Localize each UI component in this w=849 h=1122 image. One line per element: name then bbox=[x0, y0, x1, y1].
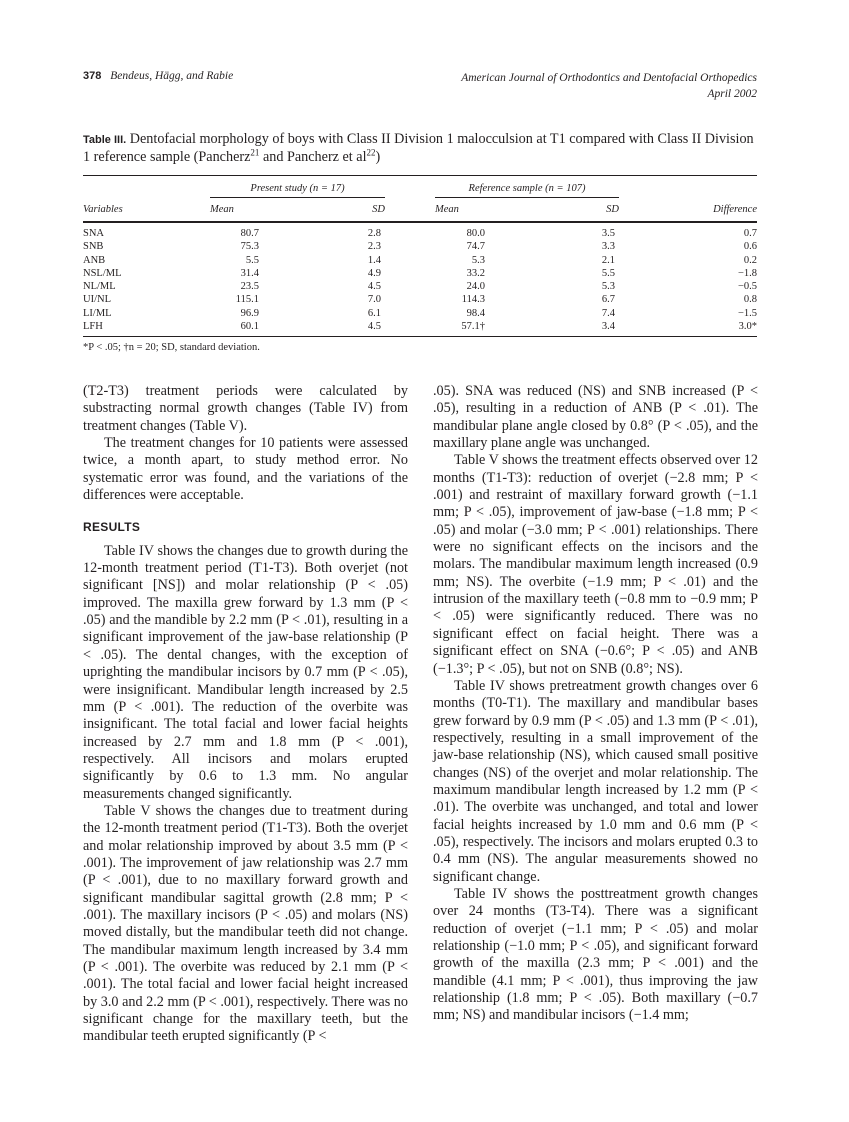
cell-value: 5.3 bbox=[471, 254, 485, 266]
spacer-cell bbox=[385, 320, 435, 337]
table-row bbox=[83, 293, 757, 306]
cell-value: 6.7 bbox=[601, 294, 615, 306]
table-body bbox=[83, 222, 757, 337]
authors: Bendeus, Hägg, and Rabie bbox=[110, 70, 234, 82]
cell-value: 5.3 bbox=[601, 281, 615, 293]
cell-value: 5.5 bbox=[245, 254, 259, 266]
cell-variable: UI/NL bbox=[83, 294, 111, 306]
right-column bbox=[433, 383, 758, 1025]
cell-value: 7.4 bbox=[601, 307, 615, 319]
cell-value: 0.7 bbox=[743, 228, 757, 239]
table-row bbox=[83, 254, 757, 267]
cell-value: 80.7 bbox=[240, 228, 259, 239]
cell-value: 3.4 bbox=[601, 321, 615, 333]
cell-value: 3.0* bbox=[738, 321, 757, 333]
body-paragraph: The treatment changes for 10 patients were assessed twice, a month apart, to study method error. No systematic error was found, and the variations of the differences were acceptable. bbox=[83, 435, 408, 504]
col-header-sd: SD bbox=[573, 198, 619, 223]
spacer-cell bbox=[385, 240, 435, 253]
cell-value: 23.5 bbox=[240, 281, 259, 293]
citation-ref: 22 bbox=[366, 147, 376, 158]
cell-value: 57.1† bbox=[461, 321, 485, 333]
cell-value: −0.5 bbox=[737, 281, 757, 293]
cell-value: 114.3 bbox=[461, 294, 485, 306]
column-header-row bbox=[83, 198, 757, 223]
cell-variable: LFH bbox=[83, 321, 103, 333]
col-header-mean: Mean bbox=[435, 198, 573, 223]
cell-value: 98.4 bbox=[466, 307, 485, 319]
caption-text: and Pancherz et al bbox=[259, 149, 367, 165]
group-header-reference-sample: Reference sample (n = 107) bbox=[435, 176, 619, 198]
cell-value: 2.3 bbox=[367, 241, 381, 253]
table-footnote: *P < .05; †n = 20; SD, standard deviation. bbox=[83, 342, 260, 354]
cell-variable: NSL/ML bbox=[83, 267, 122, 279]
cell-value: 74.7 bbox=[466, 241, 485, 253]
col-header-variables: Variables bbox=[83, 198, 210, 223]
cell-value: 33.2 bbox=[466, 267, 485, 279]
left-column bbox=[83, 383, 408, 1046]
cell-variable: ANB bbox=[83, 254, 106, 266]
cell-value: 2.8 bbox=[367, 228, 381, 239]
cell-variable: SNB bbox=[83, 241, 104, 253]
table-row bbox=[83, 307, 757, 320]
cell-value: 4.5 bbox=[367, 281, 381, 293]
col-header-difference: Difference bbox=[619, 198, 757, 223]
caption-text: Dentofacial morphology of boys with Class II Division 1 malocculsion at T1 compared with Class II Division 1 reference sample (Pancherz bbox=[83, 131, 754, 165]
cell-value: 2.1 bbox=[601, 254, 615, 266]
cell-value: 0.2 bbox=[743, 254, 757, 266]
body-paragraph: Table IV shows pretreatment growth changes over 6 months (T0-T1). The maxillary and mandibular bases grew forward by 0.9 mm (P < .05) and 1.3 mm (P < .01), respectively, resulting in a small improvement of the jaw-base relationship (NS), which caused small positive changes (NS) of the overjet and molar relationship. The maximum mandibular length increased by 1.2 mm (P < .01). The overbite was unchanged, and total and lower facial heights increased by 1.0 mm and 0.6 mm (P < .05), respectively. The incisors and molars erupted 0.3 to 0.4 mm (NS). The angular measurements showed no significant change. bbox=[433, 677, 758, 885]
issue-date: April 2002 bbox=[707, 88, 757, 100]
data-table bbox=[83, 175, 757, 337]
spacer-cell bbox=[385, 222, 435, 240]
table-row bbox=[83, 267, 757, 280]
cell-value: −1.8 bbox=[737, 267, 757, 279]
cell-value: 115.1 bbox=[235, 294, 259, 306]
spacer-cell bbox=[385, 293, 435, 306]
cell-value: 5.5 bbox=[601, 267, 615, 279]
group-header-present-study: Present study (n = 17) bbox=[210, 176, 385, 198]
body-paragraph: (T2-T3) treatment periods were calculated by substracting normal growth changes (Table IV) from treatment changes (Table V). bbox=[83, 383, 408, 434]
body-paragraph: .05). SNA was reduced (NS) and SNB increased (P < .05), resulting in a reduction of ANB (P < .01). The mandibular plane angle closed by 0.8° (P < .05), and the maxillary plane angle was unchanged. bbox=[433, 383, 758, 452]
table-row bbox=[83, 280, 757, 293]
group-header-row bbox=[83, 176, 757, 198]
cell-value: 75.3 bbox=[240, 241, 259, 253]
body-paragraph: Table V shows the treatment effects observed over 12 months (T1-T3): reduction of overjet (−2.8 mm; P < .001) and restraint of maxillary forward growth (−1.1 mm; P < .05), improvement of jaw-base (−1.8 mm; P < .05) and molar (−3.0 mm; P < .001) relationships. There were no significant effects on the incisors and the molars. The mandibular maximum length increased (0.9 mm; NS). The overbite (−1.9 mm; P < .01) and the intrusion of the maxillary teeth (−0.8 mm to −0.9 mm; P < .05) were significantly reduced. There was no significant effect on facial height. There was a significant effect on SNA (−0.6°; P < .05) and ANB (−1.3°; P < .05), but not on SNB (0.8°; NS). bbox=[433, 452, 758, 677]
table-caption bbox=[83, 131, 757, 166]
table-iii bbox=[83, 131, 757, 353]
cell-value: 6.1 bbox=[367, 307, 381, 319]
body-paragraph: Table IV shows the posttreatment growth changes over 24 months (T3-T4). There was a significant reduction of overjet (−1.1 mm; P < .05) and molar relationship (−1.0 mm; P < .05), and significant forward growth of the maxilla (2.3 mm; P < .001) and the mandible (4.1 mm; P < .001), thus improving the jaw relationship (1.8 mm; P < .05). Both maxillary (−0.7 mm; NS) and mandibular incisors (−1.4 mm; bbox=[433, 885, 758, 1024]
col-header-sd: SD bbox=[347, 198, 385, 223]
page-number: 378 bbox=[83, 70, 102, 82]
citation-ref: 21 bbox=[250, 147, 260, 158]
body-paragraph: Table V shows the changes due to treatment during the 12-month treatment period (T1-T3). Both the overjet and molar relationship improved by about 3.5 mm (P < .001). The improvement of jaw relationship was 2.7 mm (P < .001), due to no maxillary forward growth and significant mandibular sagittal growth (2.8 mm; P < .001). The maxillary incisors (P < .05) and molars (NS) moved distally, but the mandibular teeth did not change. The mandibular maximum length increased by 3.4 mm (P < .001). The overbite was reduced by 2.1 mm (P < .001). The total facial and lower facial height increased by 3.0 and 2.2 mm (P < .001), respectively. There was no significant change for the maxillary teeth, but the mandibular teeth erupted significantly (P < bbox=[83, 802, 408, 1045]
cell-value: 7.0 bbox=[367, 294, 381, 306]
cell-value: 0.8 bbox=[743, 294, 757, 306]
cell-value: 96.9 bbox=[240, 307, 259, 319]
section-heading-results: RESULTS bbox=[83, 520, 141, 535]
cell-value: 4.5 bbox=[367, 321, 381, 333]
cell-value: 24.0 bbox=[466, 281, 485, 293]
cell-value: 1.4 bbox=[367, 254, 381, 266]
cell-variable: LI/ML bbox=[83, 307, 112, 319]
running-head-right bbox=[461, 70, 757, 102]
col-header-mean: Mean bbox=[210, 198, 347, 223]
cell-value: 60.1 bbox=[240, 321, 259, 333]
spacer-cell bbox=[385, 280, 435, 293]
cell-value: 3.3 bbox=[601, 241, 615, 253]
table-label: Table III. bbox=[83, 134, 127, 146]
journal-name: American Journal of Orthodontics and Dentofacial Orthopedics bbox=[461, 72, 757, 84]
cell-value: −1.5 bbox=[737, 307, 757, 319]
cell-value: 80.0 bbox=[466, 228, 485, 239]
cell-variable: NL/ML bbox=[83, 281, 116, 293]
cell-value: 4.9 bbox=[367, 267, 381, 279]
running-head-left bbox=[83, 70, 233, 82]
spacer-cell bbox=[385, 267, 435, 280]
body-paragraph: Table IV shows the changes due to growth during the 12-month treatment period (T1-T3). Both overjet (not significant [NS]) and molar relationship (P < .05) improved. The maxilla grew forward by 1.3 mm (P < .05) and the mandible by 2.2 mm (P < .01), resulting in a significant improvement of the jaw-base relationship (P < .05). The dental changes, with the exception of uprighting the mandibular incisors by 0.7 mm (P < .05), were insignificant. Mandibular length increased by 2.5 mm (P < .001). The reduction of the overbite was insignificant. The total facial and lower facial heights increased by 2.7 mm and 1.8 mm (P < .001), respectively. All incisors and molars erupted significantly by 0.6 to 1.3 mm. No angular measurements changed significantly. bbox=[83, 542, 408, 802]
table-row bbox=[83, 222, 757, 240]
spacer-cell bbox=[385, 254, 435, 267]
caption-text: ) bbox=[375, 149, 381, 165]
cell-value: 0.6 bbox=[743, 241, 757, 253]
cell-value: 3.5 bbox=[601, 228, 615, 239]
table-row bbox=[83, 240, 757, 253]
spacer-cell bbox=[385, 307, 435, 320]
cell-variable: SNA bbox=[83, 228, 105, 239]
table-row bbox=[83, 320, 757, 337]
cell-value: 31.4 bbox=[240, 267, 259, 279]
